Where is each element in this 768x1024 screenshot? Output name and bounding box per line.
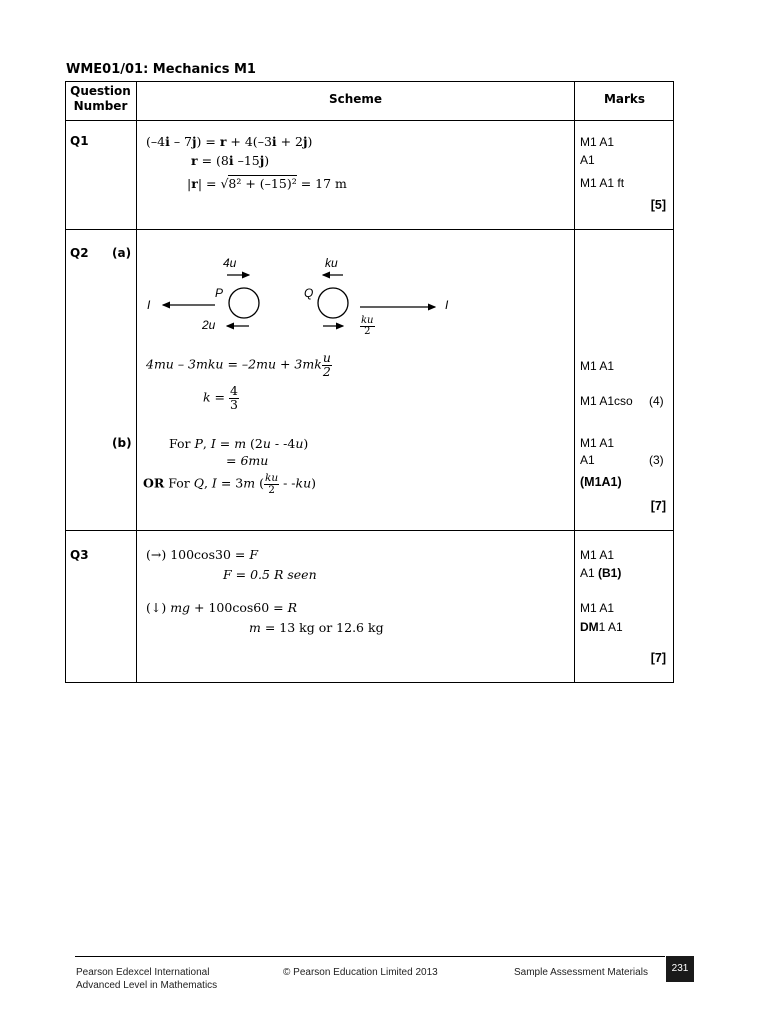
q1-line2 <box>191 153 269 168</box>
q3-line3-text: + 100cos60 = <box>190 600 288 615</box>
q2-b-text: u <box>262 436 271 451</box>
footer-copyright: © Pearson Education Limited 2013 <box>283 967 438 978</box>
q1-line1-vector: i <box>165 134 170 149</box>
q2-b-text: (2 <box>246 436 263 451</box>
q2-number: Q2 <box>70 246 89 260</box>
q3-number: Q3 <box>70 548 89 562</box>
fraction-denominator: 2 <box>322 363 331 379</box>
q2-a-subtotal: (4) <box>649 394 664 408</box>
row-divider <box>65 229 674 230</box>
q3-line2-text: F <box>223 567 232 582</box>
header-question-number <box>65 84 136 114</box>
q2-b-text: P <box>194 436 203 451</box>
q3-mark-4-text: 1 A1 <box>598 620 623 634</box>
q2-alt-marks: (M1A1) <box>580 475 622 489</box>
q1-line2-text: = (8 <box>197 153 229 168</box>
column-divider <box>574 81 575 683</box>
q2-b-text: , <box>202 436 211 451</box>
q3-line4-text: m <box>249 620 261 635</box>
label-4u: 4u <box>223 256 237 270</box>
q2-b-text: For <box>169 436 195 451</box>
q2-mark-3: M1 A1 <box>580 436 615 450</box>
q2-b-text: I <box>210 436 216 451</box>
q2-b-text: m <box>243 475 256 491</box>
q2-k-text: k = <box>203 389 229 405</box>
q3-line2-text: = 0.5 <box>231 567 274 582</box>
document-title: WME01/01: Mechanics M1 <box>66 62 256 77</box>
q2-b-line1 <box>169 436 308 451</box>
q2-or-label: OR <box>143 475 165 491</box>
label-impulse-right: I <box>445 298 449 312</box>
q1-radicand: 8² + (–15)² <box>228 176 297 191</box>
q1-line1-vector: j <box>192 134 197 149</box>
q2-total: [7] <box>650 499 666 513</box>
q2-b-text: ) <box>311 475 317 491</box>
fraction-denominator: 2 <box>364 326 371 337</box>
q1-number: Q1 <box>70 134 89 148</box>
q2-b-text: I <box>211 475 217 491</box>
q1-line1-text: + 2 <box>276 134 304 149</box>
q3-total: [7] <box>650 651 666 665</box>
header-marks: Marks <box>603 92 646 106</box>
q3-line4-text: = 13 kg or 12.6 kg <box>260 620 384 635</box>
fraction-denominator: 2 <box>268 483 275 496</box>
q2-b-text: - - <box>279 475 296 491</box>
q1-total: [5] <box>650 198 666 212</box>
q1-line3-text: | = <box>197 176 221 191</box>
footer-publisher <box>76 966 217 992</box>
q3-mark-2-alt: (B1) <box>598 566 622 580</box>
q3-mark-4 <box>580 620 623 634</box>
fraction-numerator: ku <box>361 315 374 326</box>
q3-line1-text: F <box>249 547 259 562</box>
q2-b-line2: = 6mu <box>226 453 269 468</box>
q1-line2-vector: r <box>191 153 198 168</box>
q1-line1-text: (–4 <box>146 134 166 149</box>
footer-publisher-line2: Advanced Level in Mathematics <box>76 980 218 991</box>
q2-b-text: - -4 <box>270 436 296 451</box>
q1-mark-3: M1 A1 ft <box>580 176 625 190</box>
fraction-numerator: ku <box>264 472 279 484</box>
collision-diagram <box>137 250 477 350</box>
row-divider <box>65 120 674 121</box>
q2-equation-text: 4mu – 3mku = –2mu + 3mk <box>146 356 322 372</box>
q2-b-text: For <box>164 475 194 491</box>
fraction-numerator: 4 <box>230 383 238 398</box>
q1-line1-vector: j <box>303 134 308 149</box>
page-number: 231 <box>666 956 694 982</box>
q3-mark-1: M1 A1 <box>580 548 615 562</box>
q3-line3 <box>146 600 297 615</box>
label-impulse-left: I <box>147 298 151 312</box>
particle-q-circle <box>318 288 348 318</box>
fraction-denominator: 3 <box>230 396 238 412</box>
q2-b-text: , <box>203 475 212 491</box>
q2-mark-1: M1 A1 <box>580 359 615 373</box>
footer-publisher-line1: Pearson Edexcel International <box>76 967 210 978</box>
q2-b-subtotal: (3) <box>649 453 664 467</box>
header-question-line1: Question <box>70 84 131 98</box>
mark-scheme-table <box>65 81 674 683</box>
q3-mark-2 <box>580 566 621 580</box>
q2-k-result <box>203 385 239 411</box>
footer-sample-materials: Sample Assessment Materials <box>514 967 648 978</box>
q2-part-a: (a) <box>112 246 132 260</box>
q2-b-text: Q <box>193 475 204 491</box>
q1-line1-vector: i <box>271 134 277 149</box>
q1-line2-text: –15 <box>233 153 260 168</box>
header-question-line2: Number <box>73 99 128 113</box>
q1-line3-vector: r <box>191 176 198 191</box>
q2-b-text: = <box>215 436 235 451</box>
q1-line3 <box>187 176 347 191</box>
q2-equation-momentum <box>146 352 332 378</box>
q3-line2-text: seen <box>283 567 317 582</box>
q3-line1 <box>146 547 258 562</box>
q3-mark-2-text: A1 <box>580 566 599 580</box>
q3-line2-text: R <box>273 567 284 582</box>
fraction-numerator: u <box>322 350 331 365</box>
q2-mark-2: M1 A1cso <box>580 394 633 408</box>
q2-b-text: ) <box>303 436 309 451</box>
q1-line1-text: + 4(–3 <box>226 134 272 149</box>
q3-line2 <box>223 567 317 582</box>
q2-part-b: (b) <box>112 436 132 450</box>
particle-p-circle <box>229 288 259 318</box>
q1-line2-text: ) <box>264 153 270 168</box>
column-divider <box>136 81 137 683</box>
label-ku-over-2 <box>360 316 375 337</box>
sqrt-symbol: √ <box>220 176 229 191</box>
q1-mark-2: A1 <box>580 153 595 167</box>
q3-line4 <box>249 620 384 635</box>
label-ku: ku <box>325 256 338 270</box>
q2-b-text: u <box>295 436 304 451</box>
q1-line2-vector: j <box>259 153 265 168</box>
q3-line3-text: R <box>287 600 298 615</box>
q3-line3-text: mg <box>170 600 191 615</box>
label-q: Q <box>304 286 314 300</box>
q3-mark-4-dm: DM <box>580 620 599 634</box>
header-scheme: Scheme <box>328 92 383 106</box>
q1-line1 <box>146 134 312 149</box>
q1-line3-text: | <box>187 176 192 191</box>
q1-line1-vector: r <box>219 134 227 149</box>
label-2u: 2u <box>202 318 216 332</box>
q2-b-text: ku <box>295 475 312 491</box>
q2-mark-4: A1 <box>580 453 595 467</box>
q1-line3-text: = 17 m <box>296 176 347 191</box>
q3-line1-text: (→) 100cos30 = <box>146 547 250 562</box>
q2-b-text: = 3 <box>216 475 244 491</box>
q2-b-text: ( <box>255 475 264 491</box>
row-divider <box>65 530 674 531</box>
q1-mark-1: M1 A1 <box>580 135 615 149</box>
q2-b-line3 <box>143 473 316 495</box>
q3-mark-3: M1 A1 <box>580 601 615 615</box>
q1-line1-text: – 7 <box>169 134 192 149</box>
label-p: P <box>215 286 224 300</box>
q1-line2-vector: i <box>228 153 234 168</box>
q3-line3-text: (↓) <box>146 600 171 615</box>
q1-line1-text: ) = <box>196 134 220 149</box>
q1-line1-text: ) <box>307 134 313 149</box>
footer-rule <box>75 956 665 957</box>
q2-b-text: m <box>234 436 247 451</box>
